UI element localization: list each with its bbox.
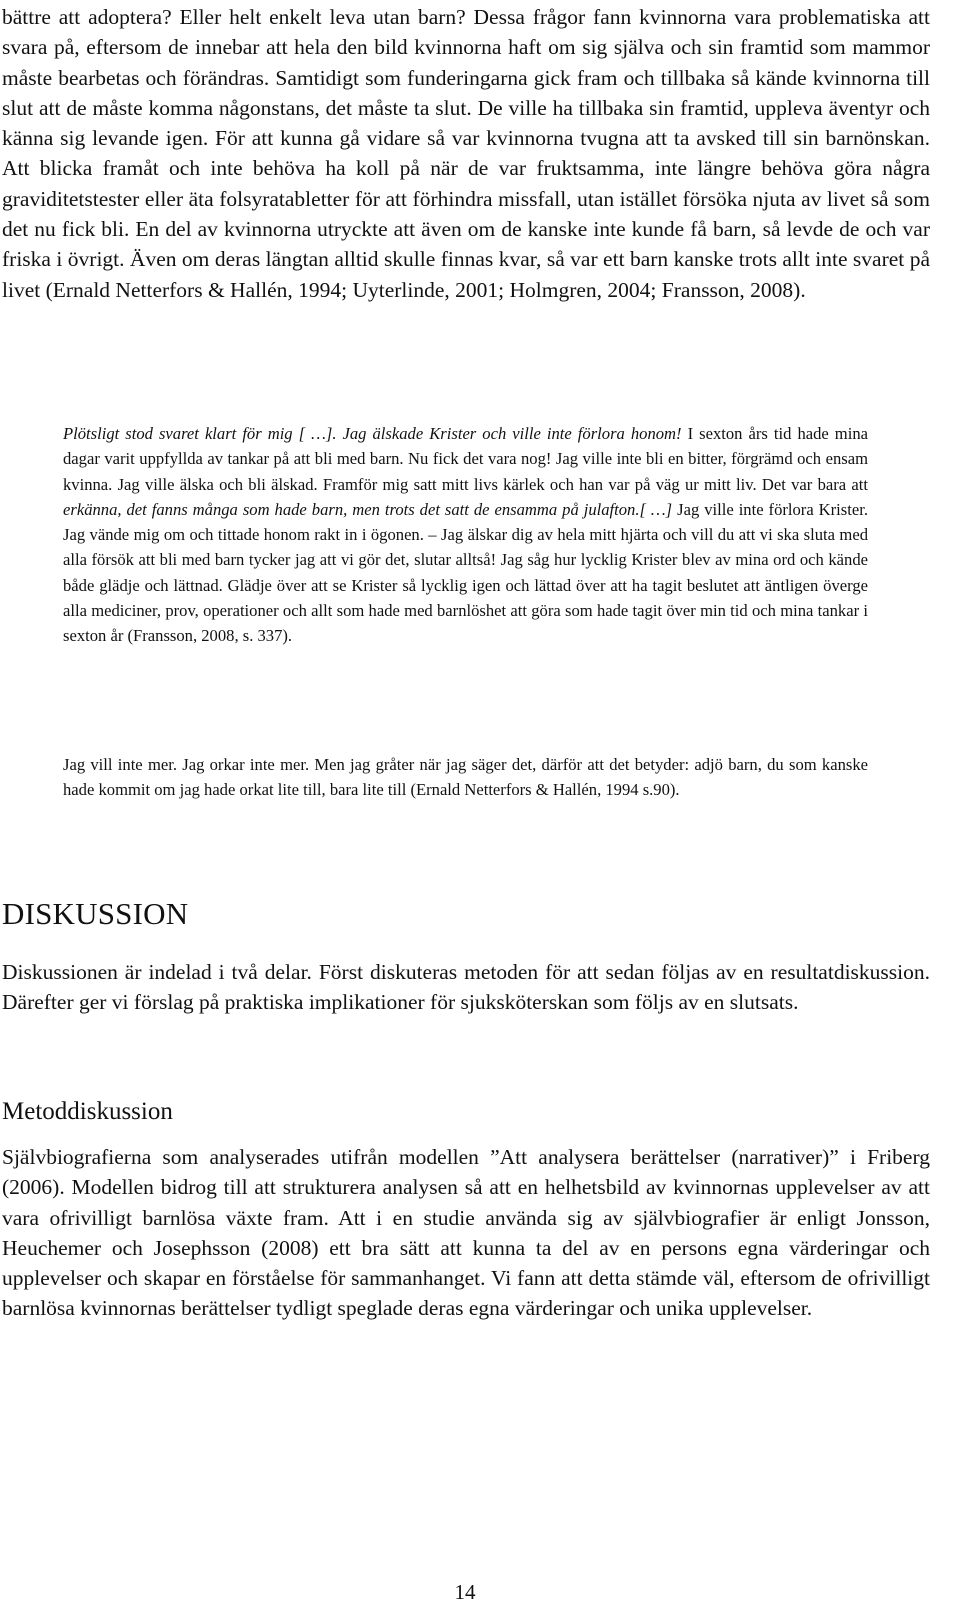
section-heading-diskussion: DISKUSSION [2,896,189,931]
quote-italic-segment: Plötsligt stod svaret klart för mig [ …]. Jag älskade Krister och ville inte förlora honom! [63,424,682,443]
quote-normal-segment: Jag ville inte förlora Krister. Jag vände mig om och tittade honom rakt in i ögonen. – Jag älskar dig av hela mitt hjärta och vill du att vi ska sluta med alla försök att bli med barn tycker jag att vi gör det, slutar alltså! Jag såg hur lycklig Krister blev av mina ord och kände både glädje och lättnad. Glädje över att se Krister så lycklig igen och lättad över att ha tagit beslutet att äntligen överge alla mediciner, prov, operationer och allt som hade med barnlöshet att göra som hade tagit över min tid och mina tankar i sexton år (Fransson, 2008, s. 337). [63,499,868,646]
body-paragraph-barnonskan: bättre att adoptera? Eller helt enkelt leva utan barn? Dessa frågor fann kvinnorna vara problematiska att svara på, eftersom de innebar att hela den bild kvinnorna haft om sig själva och sin framtid som mammor måste bearbetas och förändras. Samtidigt som funderingarna gick fram och tillbaka så kände kvinnorna till slut att de måste komma någonstans, det måste ta slut. De ville ha tillbaka sin framtid, uppleva äventyr och känna sig levande igen. För att kunna gå vidare så var kvinnorna tvugna att ta avsked till sin barnönskan. Att blicka framåt och inte behöva ha koll på när de var fruktsamma, inte längre behöva göra några graviditetstester eller äta folsyratabletter för att förhindra missfall, utan istället försöka njuta av livet så som det nu fick bli. En del av kvinnorna utryckte att även om de kanske inte kunde få barn, så levde de och var friska i övrigt. Även om deras längtan alltid skulle finnas kvar, så var ett barn kanske trots allt inte svaret på livet (Ernald Netterfors & Hallén, 1994; Uyterlinde, 2001; Holmgren, 2004; Fransson, 2008). [2,5,930,302]
block-quote-ernald-netterfors: Jag vill inte mer. Jag orkar inte mer. Men jag gråter när jag säger det, därför att det betyder: adjö barn, du som kanske hade kommit om jag hade orkat lite till, bara lite till (Ernald Netterfors & Hallén, 1994 s.90). [63,755,868,800]
body-paragraph-metoddiskussion: Självbiografierna som analyserades utifrån modellen ”Att analysera berättelser (narrativer)” i Friberg (2006). Modellen bidrog till att strukturera analysen så att en helhetsbild av kvinnornas upplevelser av att vara ofrivilligt barnlösa växte fram. Att i en studie använda sig av självbiografier är enligt Jonsson, Heuchemer och Josephsson (2008) ett bra sätt att kunna ta del av en persons egna värderingar och upplevelser och skapar en förståelse för sammanhanget. Vi fann att detta stämde väl, eftersom de ofrivilligt barnlösa kvinnornas berättelser tydligt speglade deras egna värderingar och unika upplevelser. [2,1145,930,1321]
page-number: 14 [454,1580,476,1604]
quote-italic-segment: erkänna, det fanns många som hade barn, men trots det satt de ensamma på julafton.[ …] [63,499,673,519]
subsection-heading-metoddiskussion: Metoddiskussion [2,1098,173,1125]
quote-normal-segment: I sexton års tid hade mina dagar varit uppfyllda av tankar på att bli med barn. Nu fick det vara nog! Jag ville inte bli en bitter, förgrämd och ensam kvinna. Jag ville älska och bli älskad. Framför mig satt mitt livs kärlek och han var på väg ur mitt liv. Det var bara att [63,424,868,494]
body-paragraph-diskussion: Diskussionen är indelad i två delar. Först diskuteras metoden för att sedan följas av en resultatdiskussion. Därefter ger vi förslag på praktiska implikationer för sjuksköterskan som följs av en slutsats. [2,960,930,1015]
block-quote-fransson [63,421,868,649]
